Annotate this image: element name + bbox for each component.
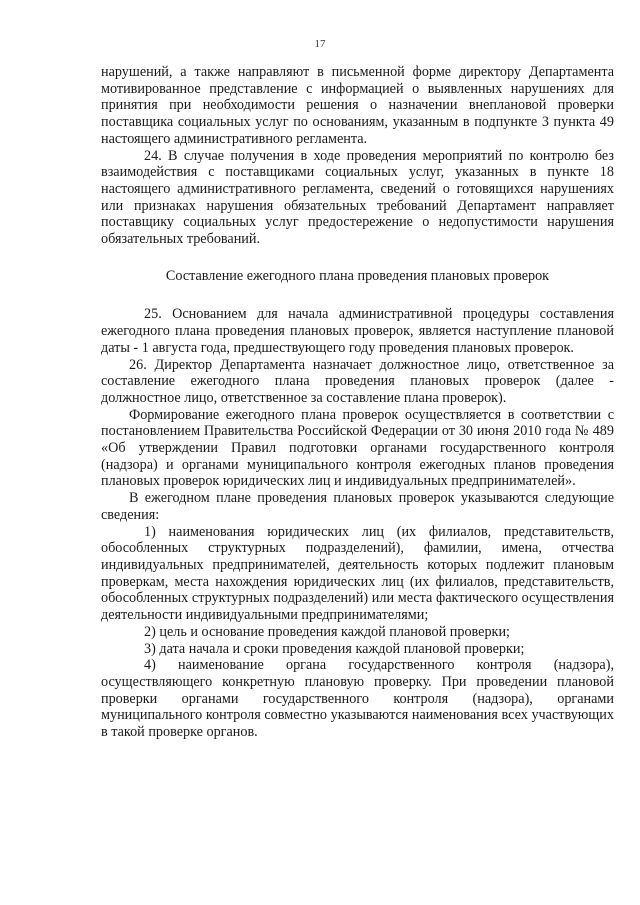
paragraph-formation: Формирование ежегодного плана проверок осуществляется в соответствии с постановлением Правительства Российской Федерации от 30 июня 2010 года № 489 «Об утверждении Правил подготовки органами государственного контроля (надзора) и органами муниципального контроля ежегодных планов проведения плановых проверок юридических лиц и индивидуальных предпринимателей». [101,406,614,490]
document-body [101,64,614,741]
list-item-2: 2) цель и основание проведения каждой плановой проверки; [144,623,510,640]
section-heading: Составление ежегодного плана проведения плановых проверок [165,267,550,284]
paragraph-plan-contents: В ежегодном плане проведения плановых проверок указываются следующие сведения: [101,490,614,523]
list-item-4: 4) наименование органа государственного контроля (надзора), осуществляющего конкретную плановую проверку. При проведении плановой проверки органами государственного контроля (надзора), органами муниципального контроля совместно указываются наименования всех участвующих в такой проверке органов. [101,657,614,741]
paragraph-25: 25. Основанием для начала административной процедуры составления ежегодного плана проведения плановых проверок, является наступление плановой даты - 1 августа года, предшествующего году проведения плановых проверок. [101,306,614,356]
page-number: 17 [314,38,326,50]
list-item-1: 1) наименования юридических лиц (их филиалов, представительств, обособленных структурных подразделений), фамилии, имена, отчества индивидуальных предпринимателей, деятельность которых подлежит плановым проверкам, места нахождения юридических лиц (их филиалов, представительств, обособленных структурных подразделений) или места фактического осуществления деятельности индивидуальными предпринимателями; [101,523,614,624]
paragraph-26: 26. Директор Департамента назначает должностное лицо, ответственное за составление ежегодного плана проведения плановых проверок (далее - должностное лицо, ответственное за составление плана проверок). [101,356,614,406]
paragraph-23-continuation: нарушений, а также направляют в письменной форме директору Департамента мотивированное представление с информацией о выявленных нарушениях для принятия при необходимости решения о назначении внеплановой проверки поставщика социальных услуг по основаниям, указанным в подпункте 3 пункта 49 настоящего административного регламента. [101,64,614,147]
paragraph-24: 24. В случае получения в ходе проведения мероприятий по контролю без взаимодействия с поставщиками социальных услуг, указанных в пункте 18 настоящего административного регламента, сведений о готовящихся нарушениях или признаках нарушения обязательных требований Департамент направляет поставщику социальных услуг предостережение о недопустимости нарушения обязательных требований. [101,147,614,248]
list-item-3: 3) дата начала и сроки проведения каждой плановой проверки; [144,640,525,657]
